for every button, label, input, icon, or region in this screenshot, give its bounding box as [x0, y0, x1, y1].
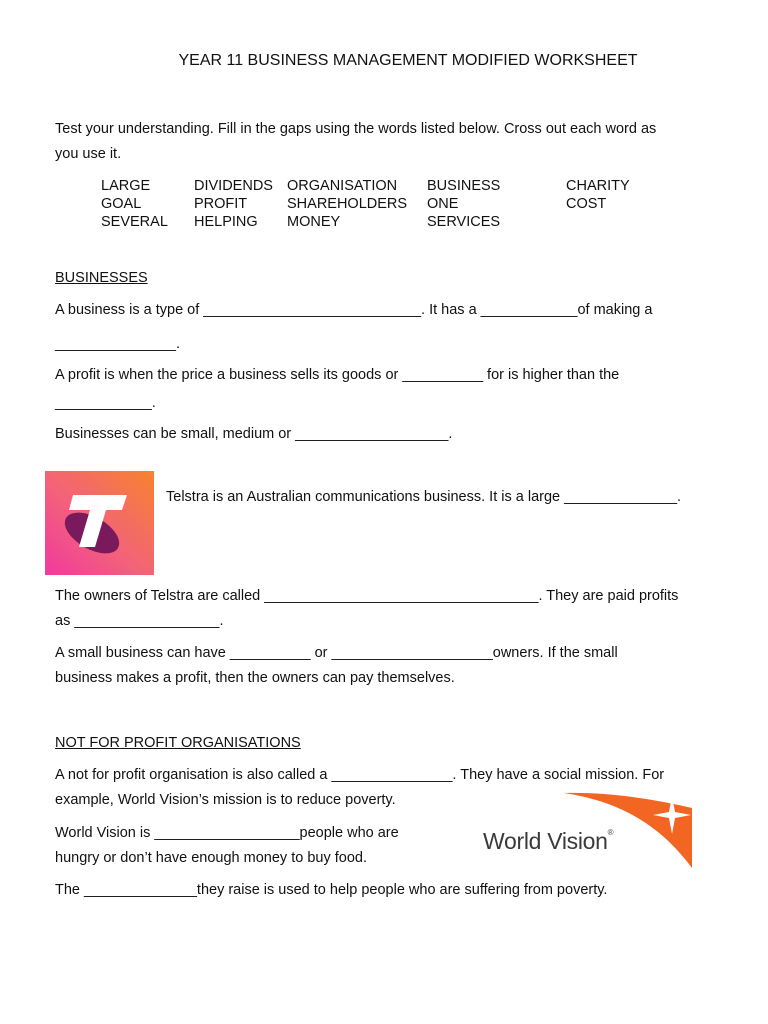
telstra-logo	[45, 471, 154, 575]
word-bank-item: BUSINESS	[427, 178, 501, 194]
word-bank-item: LARGE	[101, 178, 151, 194]
question-line: A business is a type of ___________________________. It has a ____________of making a	[55, 302, 653, 318]
question-line: as __________________.	[55, 613, 224, 629]
question-line: The ______________they raise is used to help people who are suffering from poverty.	[55, 882, 608, 898]
question-line: hungry or don’t have enough money to buy food.	[55, 850, 367, 866]
word-bank-item: DIVIDENDS	[194, 178, 273, 194]
section-heading-businesses: BUSINESSES	[55, 270, 148, 286]
registered-mark: ®	[607, 828, 614, 837]
word-bank-item: COST	[566, 196, 607, 212]
question-line: World Vision is __________________people who are	[55, 825, 399, 841]
world-vision-logo	[480, 790, 700, 870]
word-bank-item: CHARITY	[566, 178, 630, 194]
word-bank-item: SERVICES	[427, 214, 501, 230]
question-line: business makes a profit, then the owners can pay themselves.	[55, 670, 455, 686]
intro-line-2: you use it.	[55, 146, 122, 162]
world-vision-wordmark: World Vision	[483, 828, 608, 854]
question-line: example, World Vision’s mission is to reduce poverty.	[55, 792, 396, 808]
word-bank-item: SHAREHOLDERS	[287, 196, 408, 212]
question-line: ____________.	[55, 395, 156, 411]
question-line: Businesses can be small, medium or ___________________.	[55, 426, 453, 442]
question-line: A not for profit organisation is also called a _______________. They have a social mission. For	[55, 767, 665, 783]
word-bank-item: HELPING	[194, 214, 258, 230]
question-line: _______________.	[55, 336, 180, 352]
word-bank-item: PROFIT	[194, 196, 248, 212]
telstra-logo-mark	[45, 471, 154, 575]
word-bank-item: MONEY	[287, 214, 341, 230]
question-line: Telstra is an Australian communications business. It is a large ______________.	[166, 489, 682, 505]
question-line: A profit is when the price a business sells its goods or __________ for is higher than the	[55, 367, 620, 383]
word-bank-item: ORGANISATION	[287, 178, 398, 194]
intro-line-1: Test your understanding. Fill in the gaps using the words listed below. Cross out each word as	[55, 121, 657, 137]
word-bank-item: ONE	[427, 196, 459, 212]
section-heading-nfp: NOT FOR PROFIT ORGANISATIONS	[55, 735, 301, 751]
word-bank-item: SEVERAL	[101, 214, 168, 230]
word-bank-item: GOAL	[101, 196, 142, 212]
question-line: A small business can have __________ or ____________________owners. If the small	[55, 645, 618, 661]
question-line: The owners of Telstra are called __________________________________. They are paid profits	[55, 588, 679, 604]
worksheet-title: YEAR 11 BUSINESS MANAGEMENT MODIFIED WORKSHEET	[178, 52, 638, 69]
